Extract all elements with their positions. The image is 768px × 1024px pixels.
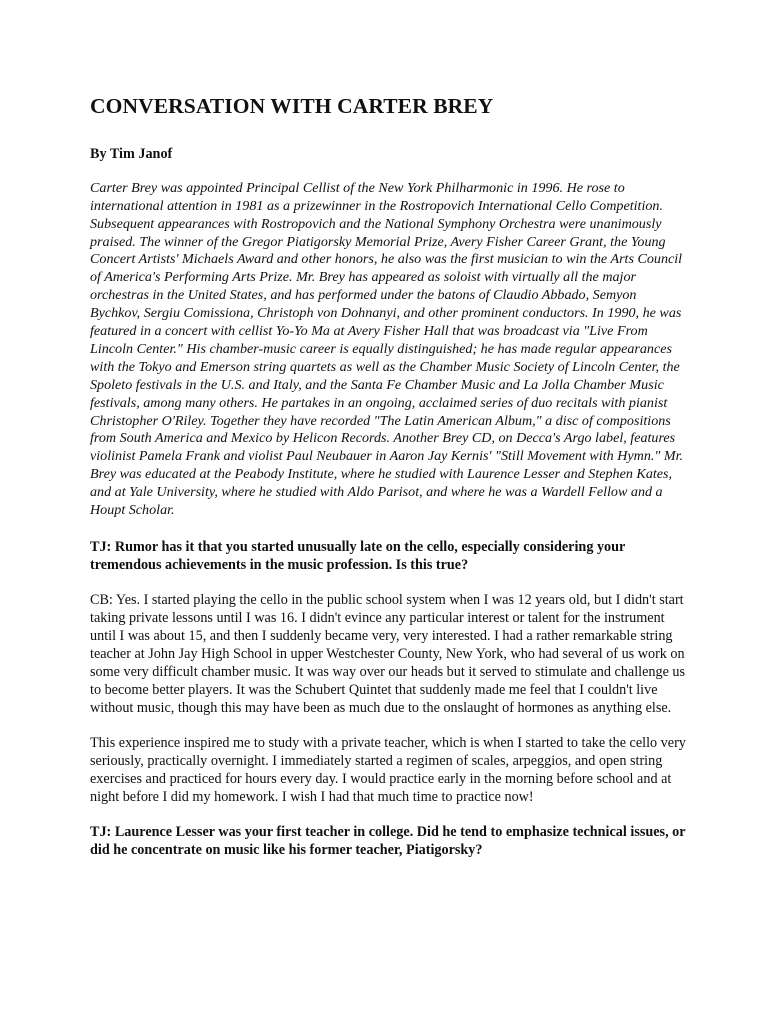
document-title: CONVERSATION WITH CARTER BREY <box>90 94 494 118</box>
bio-paragraph: Carter Brey was appointed Principal Cellist of the New York Philharmonic in 1996. He rose to international attention in 1981 as a prizewinner in the Rostropovich International Cello Competition. Subsequent appearances with Rostropovich and the National Symphony Orchestra were unanimously praised. The winner of the Gregor Piatigorsky Memorial Prize, Avery Fisher Career Grant, the Young Concert Artists' Michaels Award and other honors, he also was the first musician to win the Arts Council of America's Performing Arts Prize. Mr. Brey has appeared as soloist with virtually all the major orchestras in the United States, and has performed under the batons of Claudio Abbado, Semyon Bychkov, Sergiu Comissiona, Christoph von Dohnanyi, and other prominent conductors. In 1990, he was featured in a concert with cellist Yo-Yo Ma at Avery Fisher Hall that was broadcast via "Live From Lincoln Center." His chamber-music career is equally distinguished; he has made regular appearances with the Tokyo and Emerson string quartets as well as the Chamber Music Society of Lincoln Center, the Spoleto festivals in the U.S. and Italy, and the Santa Fe Chamber Music and La Jolla Chamber Music festivals, among many others. He partakes in an ongoing, acclaimed series of duo recitals with pianist Christopher O'Riley. Together they have recorded "The Latin American Album," a disc of compositions from South America and Mexico by Helicon Records. Another Brey CD, on Decca's Argo label, features violinist Pamela Frank and violist Paul Neubauer in Aaron Jay Kernis' "Still Movement with Hymn." Mr. Brey was educated at the Peabody Institute, where he studied with Laurence Lesser and Stephen Kates, and at Yale University, where he studied with Aldo Parisot, and where he was a Wardell Fellow and a Houpt Scholar. <box>90 179 684 519</box>
interview-question: TJ: Rumor has it that you started unusually late on the cello, especially considering your tremendous achievements in the music profession. Is this true? <box>90 539 626 574</box>
interview-question: TJ: Laurence Lesser was your first teacher in college. Did he tend to emphasize technical issues, or did he concentrate on music like his former teacher, Piatigorsky? <box>90 824 686 859</box>
byline: By Tim Janof <box>90 145 173 162</box>
document-page <box>90 94 690 876</box>
interview-answer: CB: Yes. I started playing the cello in the public school system when I was 12 years old, but I didn't start taking private lessons until I was 16. I didn't evince any particular interest or talent for the instrument until I was about 15, and then I suddenly became very, very interested. I had a rather remarkable string teacher at John Jay High School in upper Westchester County, New York, who had several of us work on some very difficult chamber music. It was way over our heads but it served to stimulate and challenge us to become better players. It was the Schubert Quintet that suddenly made me feel that I couldn't live without music, though this may have been as much due to the onslaught of hormones as anything else. <box>90 592 686 717</box>
interview-answer-continued: This experience inspired me to study with a private teacher, which is when I started to take the cello very seriously, practically overnight. I immediately started a regimen of scales, arpeggios, and open string exercises and practiced for hours every day. I would practice early in the morning before school and at night before I did my homework. I wish I had that much time to practice now! <box>90 735 686 806</box>
